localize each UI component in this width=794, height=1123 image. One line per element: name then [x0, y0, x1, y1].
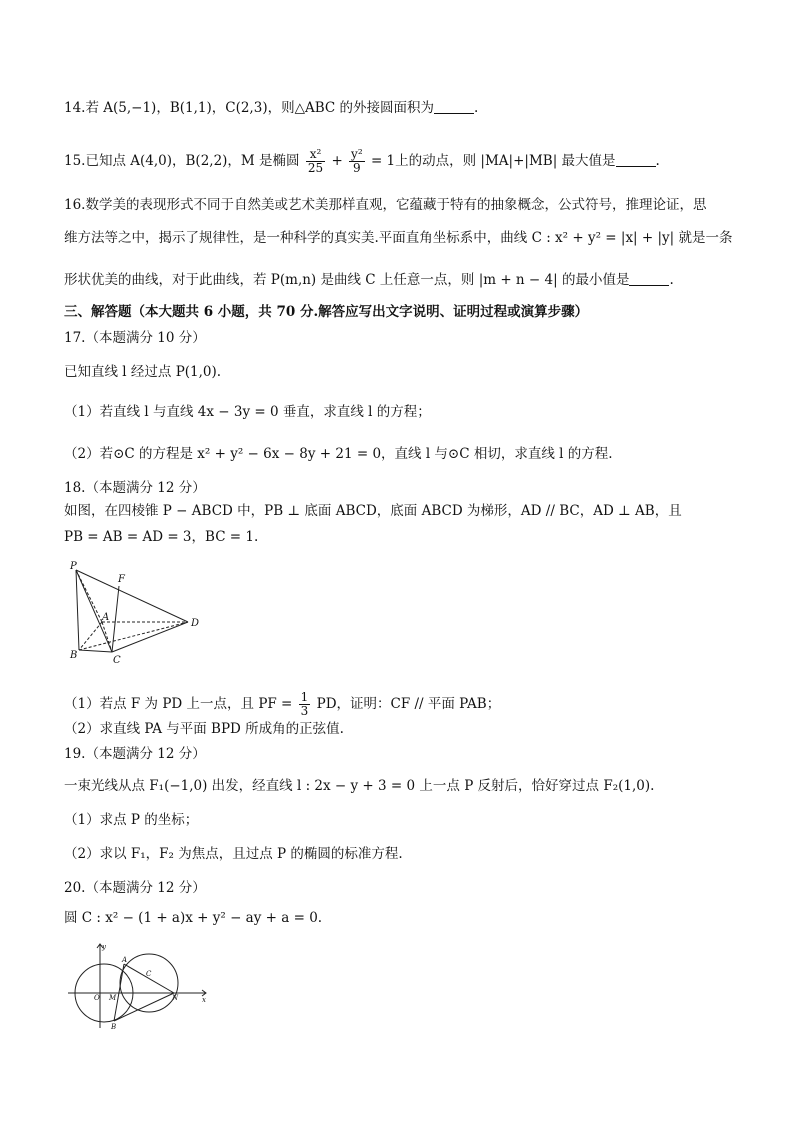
label-A2: A: [122, 956, 128, 964]
q19-part2: （2）求以 F₁，F₂ 为焦点，且过点 P 的椭圆的标准方程.: [64, 846, 403, 862]
label-B: B: [70, 650, 78, 661]
q18-stem1: 如图，在四棱锥 P − ABCD 中，PB ⊥ 底面 ABCD，底面 ABCD 为梯形，AD // BC，AD ⊥ AB，且: [64, 503, 682, 519]
q16-line1: 16.数学美的表现形式不同于自然美或艺术美那样直观，它蕴藏于特有的抽象概念，公式符号，推理论证，思: [64, 197, 707, 213]
label-B2: B: [111, 1023, 117, 1030]
label-N: N: [172, 994, 179, 1002]
q18-header: 18.（本题满分 12 分）: [64, 480, 206, 496]
q17-part1: （1）若直线 l 与直线 4x − 3y = 0 垂直，求直线 l 的方程；: [64, 404, 431, 420]
q18-part1-prefix: （1）若点 F 为 PD 上一点，且 PF =: [64, 696, 293, 712]
edge-CD: [112, 622, 188, 652]
q17-stem: 已知直线 l 经过点 P(1,0).: [64, 364, 222, 380]
q15-frac-y-den: 9: [353, 161, 361, 175]
q17-part2: （2）若⊙C 的方程是 x² + y² − 6x − 8y + 21 = 0，直线 l 与⊙C 相切，求直线 l 的方程.: [64, 446, 613, 462]
q16-line2: 维方法等之中，揭示了规律性，是一种科学的真实美.平面直角坐标系中，曲线 C : x² + y² = |x| + |y| 就是一条: [64, 230, 733, 246]
edge-PB: [76, 570, 79, 650]
q18-part2: （2）求直线 PA 与平面 BPD 所成角的正弦值.: [64, 721, 344, 737]
q15-frac-x-den: 25: [307, 161, 324, 175]
q14-text: 14.若 A(5,−1)，B(1,1)，C(2,3)，则△ABC 的外接圆面积为: [64, 100, 435, 116]
q15-frac-y-num: y²: [351, 147, 363, 161]
diagonal-AC-hidden: [102, 622, 112, 652]
label-C: C: [113, 655, 121, 666]
q15-frac-y: [349, 148, 365, 175]
q16-answer-blank: [629, 271, 669, 286]
q15-prefix: 15.已知点 A(4,0)，B(2,2)，M 是椭圆: [64, 153, 300, 169]
q16-line3: 形状优美的曲线，对于此曲线，若 P(m,n) 是曲线 C 上任意一点，则 |m + n − 4| 的最小值是 .: [64, 272, 674, 288]
q14-answer-blank: [434, 99, 474, 114]
q15-suffix: = 1上的动点，则 |MA|+|MB| 最大值是: [370, 153, 616, 169]
edge-PC: [76, 570, 112, 652]
q20-header: 20.（本题满分 12 分）: [64, 880, 206, 896]
q15-frac-x-num: x²: [306, 148, 325, 162]
q18-part1-suffix: PD，证明：CF // 平面 PAB；: [316, 696, 501, 712]
q17-header: 17.（本题满分 10 分）: [64, 330, 206, 346]
diagonal-BD-hidden: [79, 622, 188, 650]
q20-circle-figure: [64, 940, 214, 1030]
q15-answer-blank: [616, 152, 656, 167]
segment-CF: [112, 586, 119, 652]
q18-part1-frac-num: 1: [300, 690, 309, 704]
segment-AN: [124, 964, 174, 993]
q18-part1-frac-den: 3: [300, 704, 309, 718]
label-x: x: [202, 996, 206, 1004]
q15-plus: +: [331, 153, 343, 169]
edge-BC: [79, 650, 112, 652]
q16-line3-text: 形状优美的曲线，对于此曲线，若 P(m,n) 是曲线 C 上任意一点，则 |m + n − 4| 的最小值是: [64, 272, 630, 288]
section3-heading: 三、解答题（本大题共 6 小题，共 70 分.解答应写出文字说明、证明过程或演算步骤）: [64, 304, 589, 320]
q14-line: 14.若 A(5,−1)，B(1,1)，C(2,3)，则△ABC 的外接圆面积为 .: [64, 100, 479, 116]
label-O: O: [94, 994, 100, 1002]
q18-part1-frac: [299, 691, 311, 718]
edge-PD: [76, 570, 188, 622]
label-P: P: [70, 561, 77, 572]
q19-header: 19.（本题满分 12 分）: [64, 746, 206, 762]
label-D: D: [191, 618, 200, 629]
label-y: y: [102, 943, 106, 951]
q15-frac-x: [306, 148, 325, 175]
circle-C: [120, 954, 178, 1012]
q19-stem: 一束光线从点 F₁(−1,0) 出发，经直线 l : 2x − y + 3 = 0 上一点 P 反射后，恰好穿过点 F₂(1,0).: [64, 778, 655, 794]
q18-pyramid-figure: [64, 556, 204, 668]
q18-stem2: PB = AB = AD = 3，BC = 1.: [64, 529, 259, 545]
q20-stem: 圆 C : x² − (1 + a)x + y² − ay + a = 0.: [64, 910, 323, 926]
edge-AB-hidden: [79, 622, 102, 650]
label-F: F: [118, 574, 125, 585]
label-A: A: [102, 612, 110, 623]
label-C2: C: [146, 970, 152, 978]
q19-part1: （1）求点 P 的坐标；: [64, 812, 199, 828]
q15-line: 15.已知点 A(4,0)，B(2,2)，M 是椭圆 $\frac{\text{x²}}{25}$ + $\frac{\text{y²}}{9}$ = 1上的动点，则 |MA|+|MB| 最大值是 .: [64, 147, 660, 175]
label-M: M: [109, 994, 117, 1002]
q18-part1: [64, 686, 500, 722]
